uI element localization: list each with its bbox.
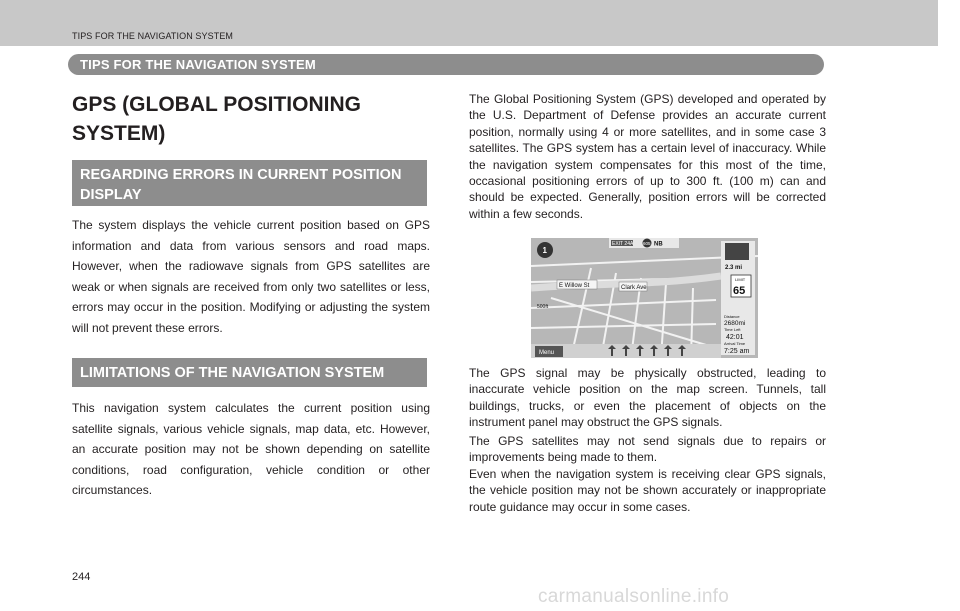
paragraph-gps-obstruction: The GPS signal may be physically obstructed, leading to inaccurate vehicle position on the map screen. Tunnels, tall buildings, trucks, or even the placement of objects on the instrument panel may obstruct the GPS signals. xyxy=(469,366,826,430)
speed-limit-label: LIMIT xyxy=(735,277,746,282)
map-graphic xyxy=(531,238,758,358)
menu-label: Menu xyxy=(539,350,555,356)
street-label-1: E Willow St xyxy=(559,283,590,289)
page-number: 244 xyxy=(72,571,91,583)
speed-limit-value: 65 xyxy=(733,285,746,297)
subsection-banner-limitations xyxy=(72,358,427,387)
route-number: 605 xyxy=(643,241,651,246)
arrival-value: 7:25 am xyxy=(724,348,750,355)
paragraph-gps-repairs: The GPS satellites may not send signals due to repairs or improvements being made to them. xyxy=(469,434,826,465)
time-left-value: 42:01 xyxy=(726,334,744,341)
paragraph-gps-accuracy: Even when the navigation system is receiving clear GPS signals, the vehicle position may not be shown accurately or inappropriate route guidance may occur in some cases. xyxy=(469,467,826,514)
watermark: carmanualsonline.info xyxy=(538,586,730,607)
paragraph-errors: The system displays the vehicle current position based on GPS information and data from various sensors and road maps. However, when the radiowave signals from GPS satellites are weak or when signals are received from only two satellites or less, errors may occur in the position. Modifying or adjusting the system will not prevent these errors. xyxy=(72,218,430,335)
subsection-title-limitations: LIMITATIONS OF THE NAVIGATION SYSTEM xyxy=(80,365,385,381)
subsection-banner-errors xyxy=(72,160,427,206)
navigation-map-screenshot xyxy=(531,238,758,358)
paragraph-gps-intro: The Global Positioning System (GPS) developed and operated by the U.S. Department of Defense provides an accurate current position, normally using 4 or more satellites, and in some case 3 satellites. The GPS system has a certain level of inaccuracy. While the navigation system compensates for this most of the time, occasional positioning errors of up to 300 ft. (100 m) can and should be expected. Generally, position errors will be corrected within a few seconds. xyxy=(469,92,826,221)
page-margin xyxy=(938,0,960,611)
map-scale: 500ft xyxy=(537,304,549,310)
distance-value: 2680mi xyxy=(724,320,746,327)
distance-to-turn: 2.3 mi xyxy=(725,265,743,271)
time-left-label: Time Left xyxy=(724,327,741,332)
section-title-bar xyxy=(68,54,824,75)
running-head: TIPS FOR THE NAVIGATION SYSTEM xyxy=(72,31,234,41)
exit-label: EXIT 24A xyxy=(612,241,634,247)
distance-label: Distance xyxy=(724,314,740,319)
arrival-label: Arrival Time xyxy=(724,341,746,346)
paragraph-limitations: This navigation system calculates the current position using satellite signals, various vehicle signals, map data, etc. However, an accurate position may not be shown depending on satellite conditions, road configuration, vehicle condition or other circumstances. xyxy=(72,401,430,498)
section-title: TIPS FOR THE NAVIGATION SYSTEM xyxy=(80,57,316,72)
direction-label: NB xyxy=(654,241,663,248)
turn-arrow-icon xyxy=(725,243,749,260)
subsection-title-errors: REGARDING ERRORS IN CURRENT POSITION DISPLAY xyxy=(80,167,402,203)
page-title: GPS (GLOBAL POSITIONING SYSTEM) xyxy=(72,93,361,145)
compass-north: 1 xyxy=(542,246,547,255)
street-label-2: Clark Ave xyxy=(621,285,647,291)
